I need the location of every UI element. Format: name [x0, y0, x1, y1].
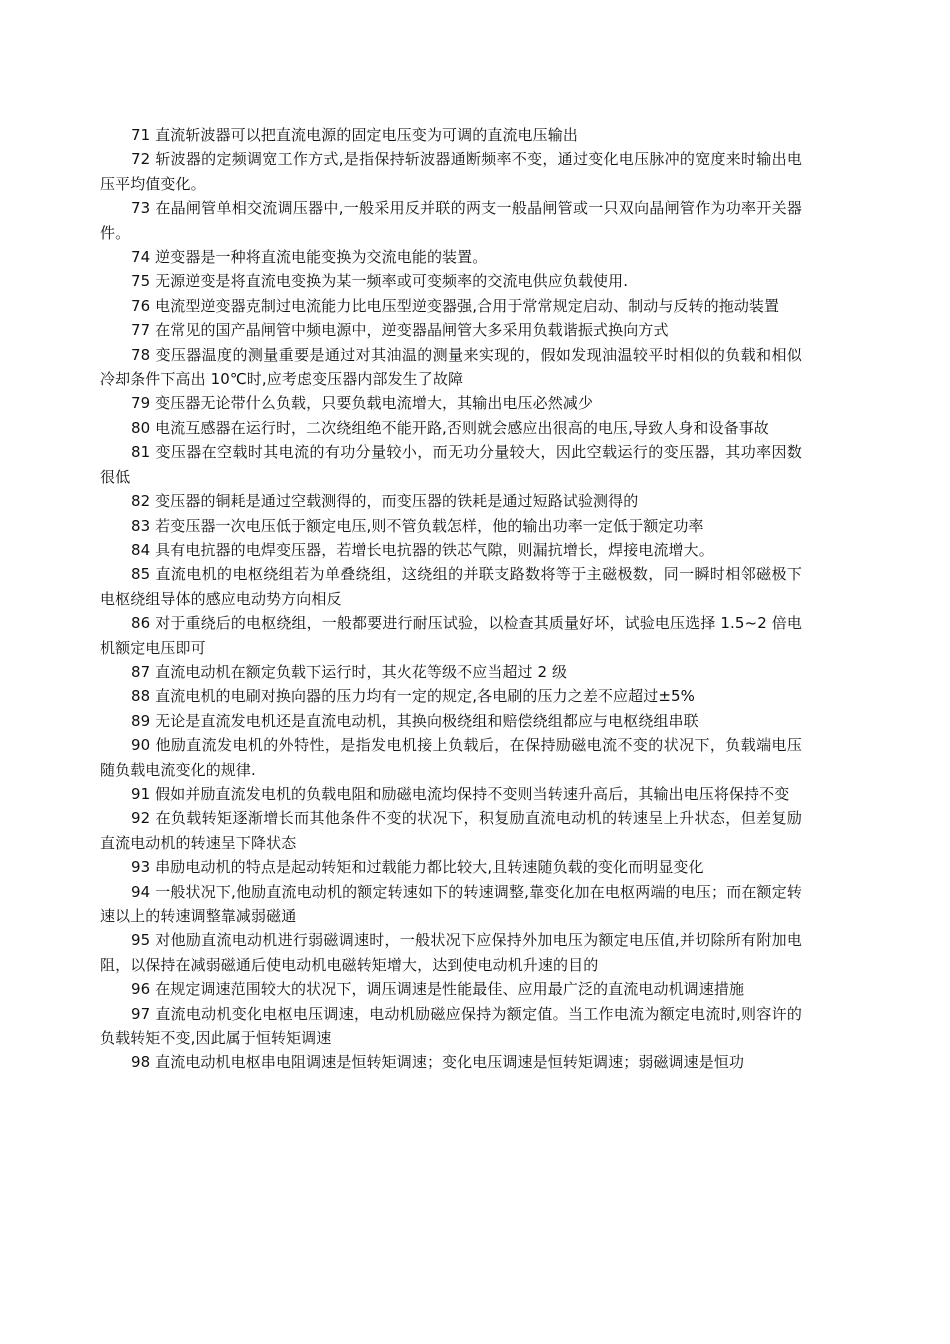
list-item: 78 变压器温度的测量重要是通过对其油温的测量来实现的，假如发现油温较平时相似的负载和相似冷却条件下高出 10℃时,应考虑变压器内部发生了故障	[100, 345, 802, 389]
list-item: 90 他励直流发电机的外特性，是指发电机接上负载后，在保持励磁电流不变的状况下，负载端电压随负载电流变化的规律.	[100, 736, 802, 779]
list-item: 71 直流斩波器可以把直流电源的固定电压变为可调的直流电压输出	[131, 126, 578, 144]
list-item: 87 直流电动机在额定负载下运行时，其火花等级不应当超过 2 级	[131, 662, 568, 681]
list-item: 75 无源逆变是将直流电变换为某一频率或可变频率的交流电供应负载使用.	[131, 272, 629, 291]
list-item: 85 直流电机的电枢绕组若为单叠绕组，这绕组的并联支路数将等于主磁极数，同一瞬时相邻磁极下电枢绕组导体的感应电动势方向相反	[100, 565, 802, 608]
list-item: 94 一般状况下,他励直流电动机的额定转速如下的转速调整,靠变化加在电枢两端的电压；而在额定转速以上的转速调整靠减弱磁通	[100, 882, 802, 925]
list-item: 81 变压器在空载时其电流的有功分量较小，而无功分量较大，因此空载运行的变压器，其功率因数很低	[100, 443, 802, 486]
list-item: 98 直流电动机电枢串电阻调速是恒转矩调速；变化电压调速是恒转矩调速；弱磁调速是恒功	[131, 1053, 745, 1072]
list-item: 86 对于重绕后的电枢绕组，一般都要进行耐压试验，以检查其质量好坏，试验电压选择 1.5~2 倍电机额定电压即可	[100, 614, 802, 657]
list-item: 84 具有电抗器的电焊变压器，若增长电抗器的铁芯气隙，则漏抗增长，焊接电流增大。	[131, 540, 714, 559]
list-item: 83 若变压器一次电压低于额定电压,则不管负载怎样，他的输出功率一定低于额定功率	[131, 516, 704, 535]
list-item: 76 电流型逆变器克制过电流能力比电压型逆变器强,合用于常常规定启动、制动与反转的拖动装置	[131, 296, 780, 315]
list-item: 77 在常见的国产晶闸管中频电源中，逆变器晶闸管大多采用负载谐振式换向方式	[131, 321, 669, 340]
document-body	[100, 123, 802, 1075]
list-item: 88 直流电机的电刷对换向器的压力均有一定的规定,各电刷的压力之差不应超过±5%	[131, 687, 695, 706]
list-item: 95 对他励直流电动机进行弱磁调速时，一般状况下应保持外加电压为额定电压值,并切除所有附加电阻，以保持在减弱磁通后使电动机电磁转矩增大，达到使电动机升速的目的	[100, 931, 802, 974]
list-item: 72 斩波器的定频调宽工作方式,是指保持斩波器通断频率不变，通过变化电压脉冲的宽度来时输出电压平均值变化。	[100, 150, 802, 193]
list-item: 91 假如并励直流发电机的负载电阻和励磁电流均保持不变则当转速升高后，其输出电压将保持不变	[131, 784, 790, 803]
list-item: 82 变压器的铜耗是通过空载测得的，而变压器的铁耗是通过短路试验测得的	[131, 492, 639, 511]
list-item: 74 逆变器是一种将直流电能变换为交流电能的装置。	[131, 248, 488, 267]
list-item: 93 串励电动机的特点是起动转矩和过载能力都比较大,且转速随负载的变化而明显变化	[131, 858, 704, 877]
list-item: 92 在负载转矩逐渐增长而其他条件不变的状况下，积复励直流电动机的转速呈上升状态，但差复励直流电动机的转速呈下降状态	[100, 809, 802, 852]
list-item: 97 直流电动机变化电枢电压调速，电动机励磁应保持为额定值。当工作电流为额定电流时,则容许的负载转矩不变,因此属于恒转矩调速	[100, 1004, 802, 1048]
list-item: 79 变压器无论带什么负载，只要负载电流增大，其输出电压必然减少	[131, 394, 594, 413]
list-item: 96 在规定调速范围较大的状况下，调压调速是性能最佳、应用最广泛的直流电动机调速措施	[131, 980, 745, 999]
list-item: 73 在晶闸管单相交流调压器中,一般采用反并联的两支一般晶闸管或一只双向晶闸管作为功率开关器件。	[100, 199, 802, 242]
list-item: 80 电流互感器在运行时，二次绕组绝不能开路,否则就会感应出很高的电压,导致人身和设备事故	[131, 418, 769, 437]
list-item: 89 无论是直流发电机还是直流电动机，其换向极绕组和赔偿绕组都应与电枢绕组串联	[131, 711, 699, 730]
